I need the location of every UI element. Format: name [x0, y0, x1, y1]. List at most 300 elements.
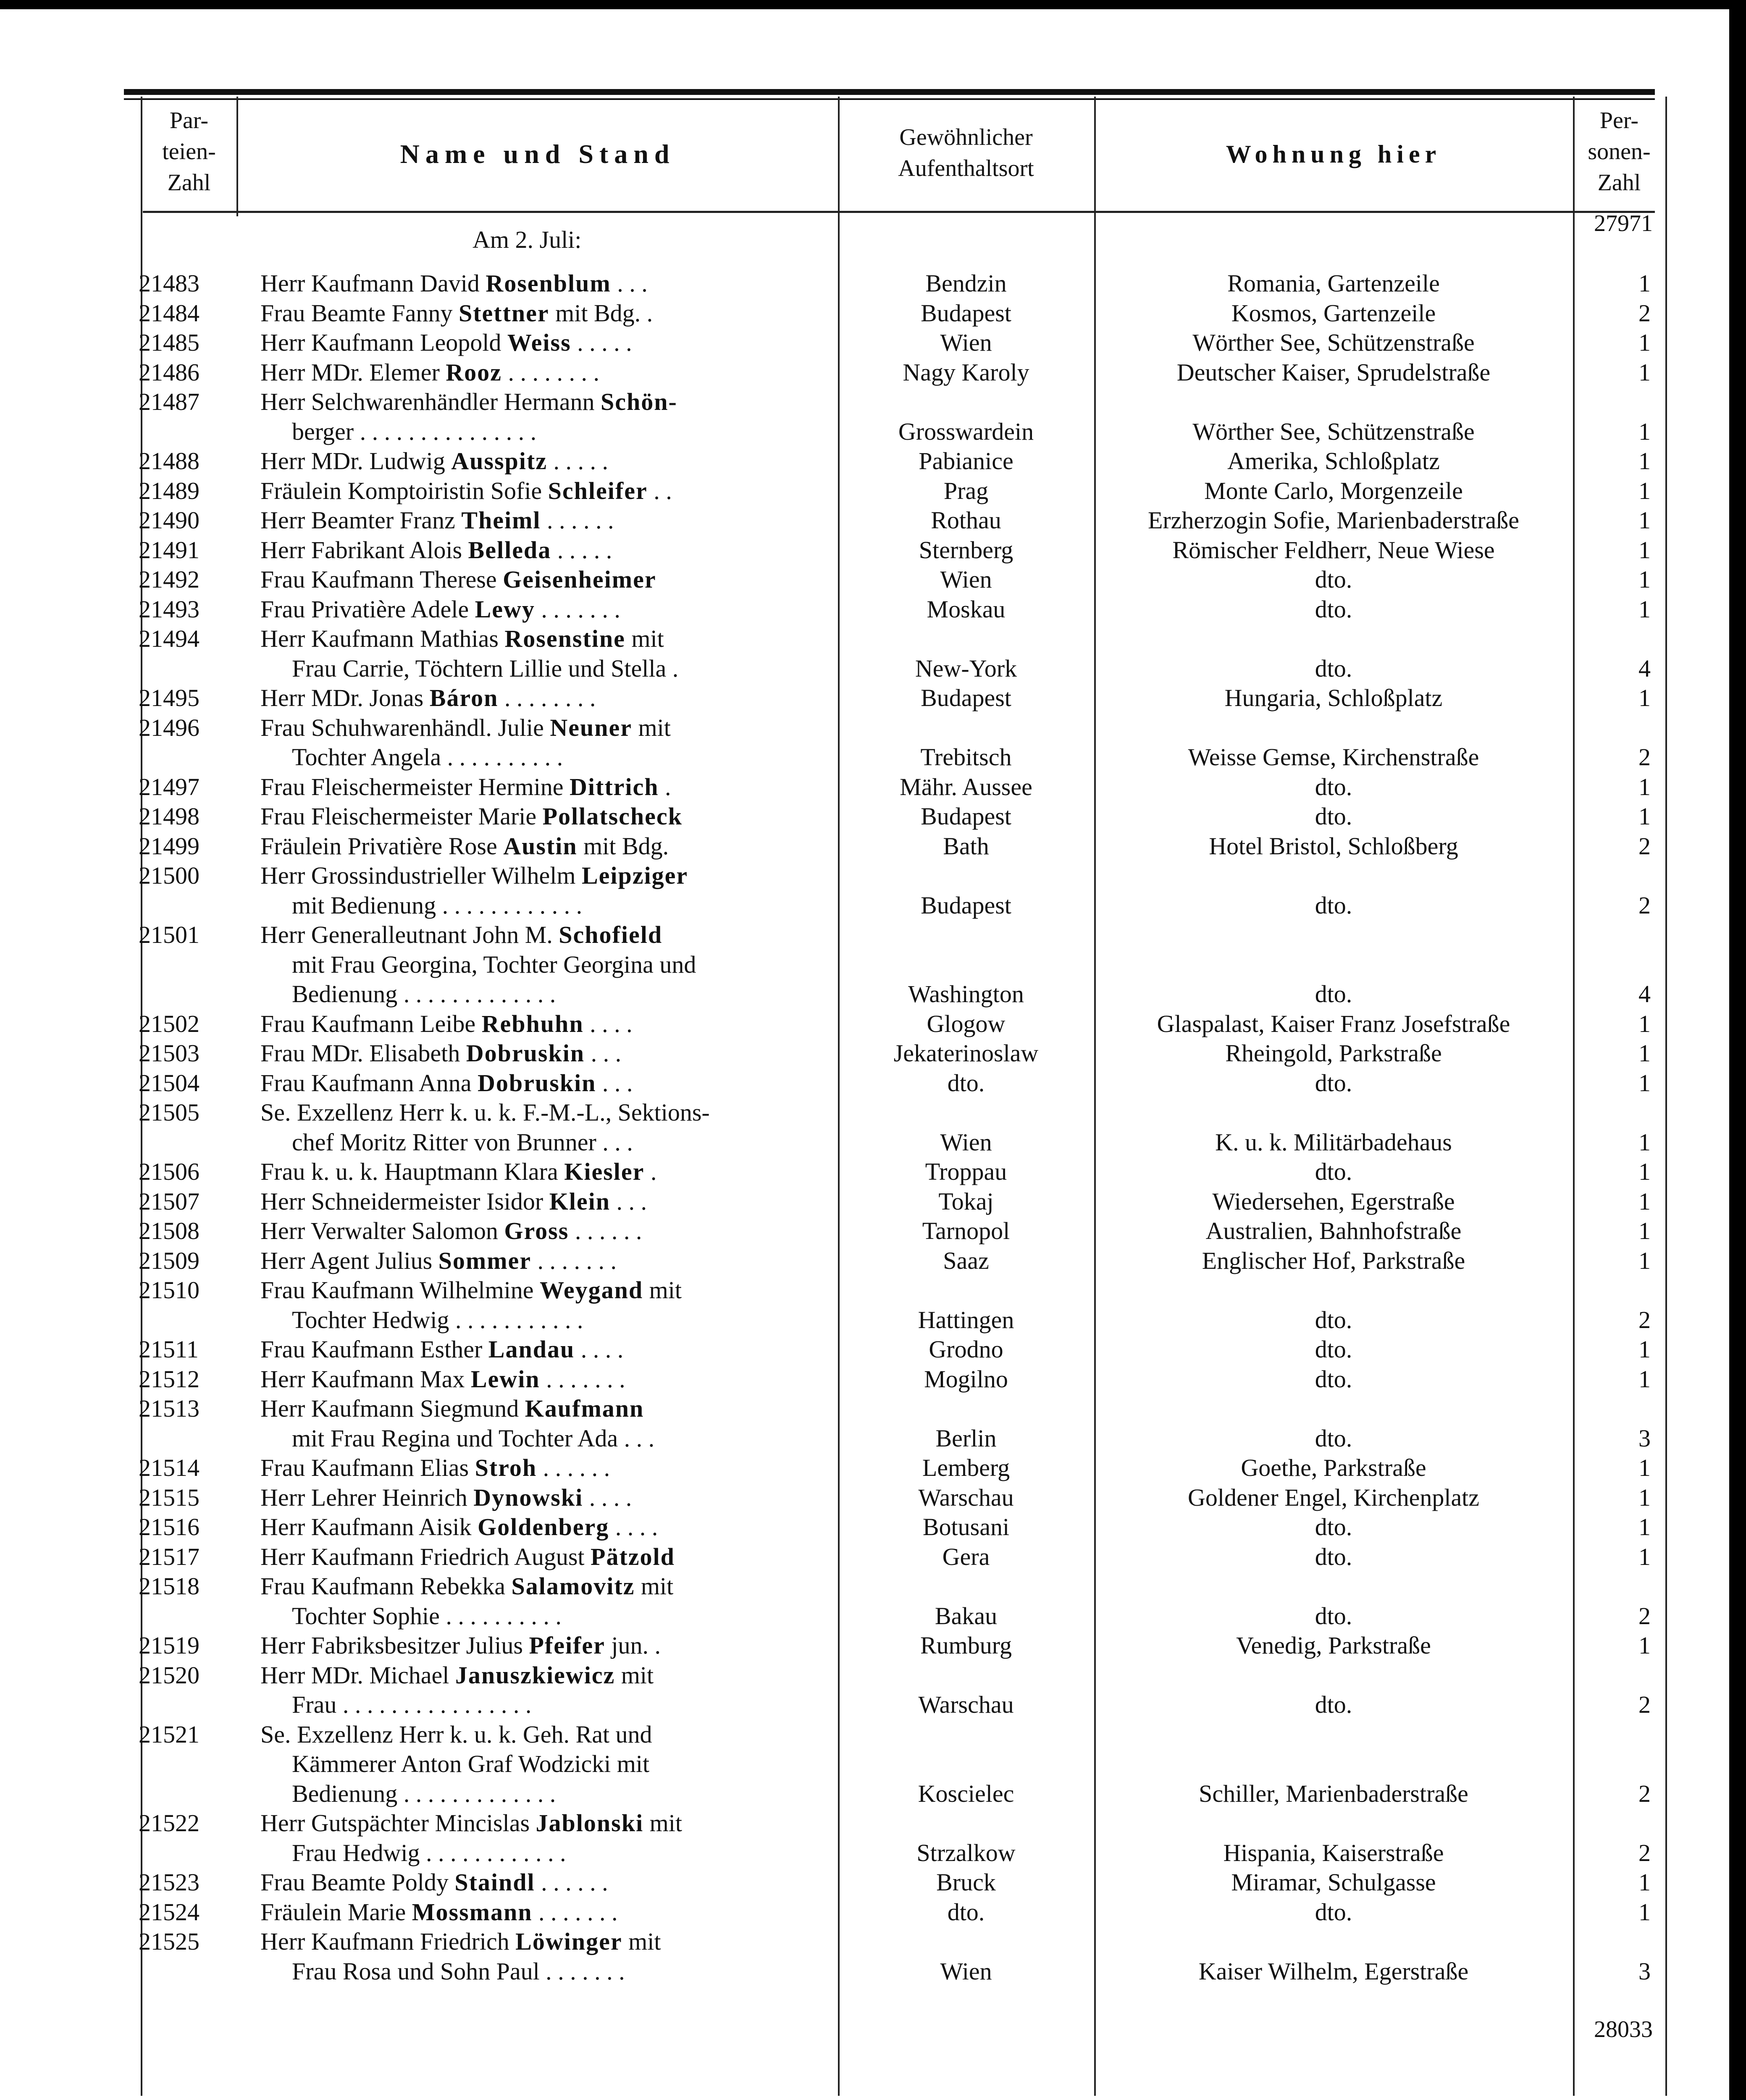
usual-residence: Koscielec — [918, 1780, 1014, 1807]
guest-name-line-1 — [260, 1068, 827, 1098]
table-row — [0, 446, 1746, 476]
guest-family-name: Dobruskin — [478, 1069, 596, 1097]
local-address: Wiedersehen, Egerstraße — [1212, 1187, 1455, 1215]
guest-title: Herr Agent Julius — [260, 1247, 438, 1274]
guest-name-line-2: Frau Rosa und Sohn Paul . . . . . . . — [292, 1957, 625, 1985]
scan-border-top — [0, 0, 1746, 9]
header-number — [143, 105, 235, 198]
guest-name-suffix: . . . . . . . . — [501, 358, 599, 386]
guest-family-name: Theiml — [461, 507, 541, 534]
guest-name-line-2: berger . . . . . . . . . . . . . . . — [292, 417, 537, 445]
local-address: Venedig, Parkstraße — [1236, 1632, 1431, 1659]
party-number: 21490 — [139, 507, 200, 534]
usual-residence: Bruck — [936, 1869, 996, 1896]
guest-title: Herr Selchwarenhändler Hermann — [260, 388, 601, 415]
guest-name-line-2: Frau Hedwig . . . . . . . . . . . . — [292, 1839, 566, 1866]
party-number: 21503 — [139, 1040, 200, 1067]
table-row — [0, 1927, 1746, 1986]
local-address: Wörther See, Schützenstraße — [1192, 417, 1475, 445]
guest-title: Herr Kaufmann Friedrich August — [260, 1543, 591, 1570]
usual-residence: Berlin — [935, 1424, 997, 1452]
table-row — [0, 387, 1746, 446]
party-number: 21519 — [139, 1632, 200, 1659]
persons-count: 2 — [1638, 299, 1651, 327]
local-address: dto. — [1315, 1602, 1352, 1630]
persons-count: 4 — [1638, 980, 1651, 1008]
guest-family-name: Klein — [549, 1187, 611, 1215]
usual-residence: Budapest — [921, 684, 1011, 711]
persons-count: 1 — [1638, 1632, 1651, 1659]
usual-residence: Grosswardein — [898, 417, 1034, 445]
guest-name-line-1 — [260, 1927, 827, 1956]
guest-title: Herr Generalleutnant John M. — [260, 921, 559, 948]
party-number: 21523 — [139, 1869, 200, 1896]
guest-name-line-1 — [260, 1720, 827, 1749]
guest-name-suffix: . . . . . — [551, 536, 612, 564]
local-address: Weisse Gemse, Kirchenstraße — [1188, 743, 1479, 771]
local-address: dto. — [1315, 1365, 1352, 1393]
guest-title: Frau MDr. Elisabeth — [260, 1040, 466, 1067]
persons-count: 1 — [1638, 477, 1651, 504]
guest-name-line-1 — [260, 565, 827, 594]
guest-title: Frau k. u. k. Hauptmann Klara — [260, 1158, 564, 1185]
guest-name-line-1 — [260, 1661, 827, 1690]
guest-title: Herr MDr. Elemer — [260, 358, 446, 386]
persons-count: 1 — [1638, 1869, 1651, 1896]
usual-residence: Sternberg — [919, 536, 1013, 564]
guest-name-line-1 — [260, 1809, 827, 1838]
usual-residence: dto. — [947, 1069, 985, 1097]
persons-count: 1 — [1638, 1483, 1651, 1511]
guest-title: Herr Kaufmann Aisik — [260, 1513, 478, 1541]
local-address: dto. — [1315, 1336, 1352, 1363]
guest-title: Herr Kaufmann Mathias — [260, 625, 505, 652]
party-number: 21501 — [139, 921, 200, 948]
table-row — [0, 1483, 1746, 1513]
usual-residence: Jekaterinoslaw — [893, 1040, 1039, 1067]
party-number: 21513 — [139, 1395, 200, 1422]
guest-name-line-1 — [260, 1009, 827, 1039]
guest-name-line-2: chef Moritz Ritter von Brunner . . . — [292, 1128, 633, 1156]
persons-count: 1 — [1638, 270, 1651, 297]
guest-family-name: Lewin — [470, 1365, 540, 1393]
persons-count: 1 — [1638, 1069, 1651, 1097]
party-number: 21522 — [139, 1809, 200, 1837]
usual-residence: New-York — [915, 654, 1017, 682]
guest-family-name: Stettner — [458, 299, 549, 327]
guest-name-line-1 — [260, 1365, 827, 1394]
party-number: 21517 — [139, 1543, 200, 1570]
guest-name-line-1 — [260, 1216, 827, 1246]
table-row — [0, 1512, 1746, 1542]
top-rule-thick — [124, 89, 1655, 95]
guest-title: Herr MDr. Ludwig — [260, 447, 452, 475]
table-row — [0, 772, 1746, 802]
table-row — [0, 1453, 1746, 1483]
table-row — [0, 358, 1746, 388]
guest-name-line-1 — [260, 358, 827, 387]
local-address: Goldener Engel, Kirchenplatz — [1187, 1483, 1480, 1511]
guest-name-suffix: . . . . . . — [541, 507, 614, 534]
usual-residence: Botusani — [922, 1513, 1010, 1541]
guest-name-suffix: . . . . — [583, 1010, 633, 1037]
persons-count: 2 — [1638, 1306, 1651, 1334]
guest-family-name: Sommer — [438, 1247, 532, 1274]
header-persons — [1575, 105, 1663, 198]
local-address: K. u. k. Militärbadehaus — [1215, 1128, 1452, 1156]
guest-title: Herr MDr. Jonas — [260, 684, 430, 711]
local-address: Kosmos, Gartenzeile — [1231, 299, 1436, 327]
usual-residence: Tokaj — [938, 1187, 994, 1215]
party-number: 21498 — [139, 803, 200, 830]
guest-name-suffix: . . . . . . . — [531, 1247, 617, 1274]
table-row — [0, 1394, 1746, 1453]
usual-residence: Budapest — [921, 803, 1011, 830]
guest-title: Herr Fabrikant Alois — [260, 536, 468, 564]
persons-count: 2 — [1638, 1602, 1651, 1630]
guest-family-name: Geisenheimer — [503, 566, 656, 593]
party-number: 21510 — [139, 1276, 200, 1304]
usual-residence: Prag — [943, 477, 989, 504]
guest-name-suffix: jun. . — [605, 1632, 661, 1659]
guest-name-suffix: . — [659, 773, 671, 801]
header-number-line-2: teien- — [162, 139, 216, 165]
guest-name-line-1 — [260, 683, 827, 713]
usual-residence: dto. — [947, 1898, 985, 1926]
persons-count: 1 — [1638, 1158, 1651, 1185]
guest-name-suffix: mit — [643, 1276, 682, 1304]
table-row — [0, 1898, 1746, 1927]
guest-title: Herr Kaufmann Siegmund — [260, 1395, 525, 1422]
local-address: dto. — [1315, 595, 1352, 623]
usual-residence: Wien — [940, 329, 992, 356]
header-number-line-1: Par- — [169, 108, 209, 134]
local-address: Amerika, Schloßplatz — [1227, 447, 1440, 475]
guest-name-suffix: . . . — [611, 270, 648, 297]
guest-title: Se. Exzellenz Herr k. u. k. F.-M.-L., Sektions- — [260, 1099, 710, 1126]
local-address: Wörther See, Schützenstraße — [1192, 329, 1475, 356]
party-number: 21516 — [139, 1513, 200, 1541]
party-number: 21497 — [139, 773, 200, 801]
table-row — [0, 1098, 1746, 1157]
guest-name-suffix: mit — [615, 1661, 654, 1689]
guest-title: Herr Kaufmann Friedrich — [260, 1928, 516, 1955]
guest-title: Fräulein Marie — [260, 1898, 412, 1926]
party-number: 21486 — [139, 358, 200, 386]
guest-family-name: Austin — [503, 832, 578, 860]
guest-family-name: Januszkiewicz — [455, 1661, 615, 1689]
party-number: 21485 — [139, 329, 200, 356]
guest-name-line-1 — [260, 1512, 827, 1542]
guest-name-suffix: . . . . . — [547, 447, 608, 475]
guest-name-suffix: . . . — [610, 1187, 647, 1215]
usual-residence: Trebitsch — [920, 743, 1012, 771]
guest-name-line-2: Tochter Sophie . . . . . . . . . . — [292, 1602, 562, 1630]
guest-name-suffix: . . . . . . — [569, 1217, 642, 1244]
persons-count: 1 — [1638, 1513, 1651, 1541]
party-number: 21499 — [139, 832, 200, 860]
guest-family-name: Báron — [429, 684, 499, 711]
party-number: 21502 — [139, 1010, 200, 1037]
local-address: Römischer Feldherr, Neue Wiese — [1172, 536, 1495, 564]
table-row — [0, 1572, 1746, 1631]
guest-family-name: Landau — [488, 1336, 575, 1363]
header-residence: Wohnung hier — [1226, 140, 1441, 168]
usual-residence: Pabianice — [919, 447, 1013, 475]
guest-title: Frau Kaufmann Therese — [260, 566, 503, 593]
guest-title: Frau Fleischermeister Marie — [260, 803, 543, 830]
table-row — [0, 861, 1746, 920]
persons-count: 1 — [1638, 329, 1651, 356]
persons-count: 1 — [1638, 803, 1651, 830]
guest-title: Fräulein Komptoiristin Sofie — [260, 477, 548, 504]
guest-family-name: Schleifer — [548, 477, 648, 504]
guest-title: Frau Kaufmann Leibe — [260, 1010, 482, 1037]
table-row — [0, 299, 1746, 328]
table-row — [0, 1009, 1746, 1039]
guest-title: Herr Kaufmann Max — [260, 1365, 471, 1393]
guest-name-line-1 — [260, 1483, 827, 1512]
persons-count: 2 — [1638, 832, 1651, 860]
persons-count: 1 — [1638, 1898, 1651, 1926]
guest-name-line-1 — [260, 1335, 827, 1364]
party-number: 21500 — [139, 862, 200, 889]
persons-count: 1 — [1638, 773, 1651, 801]
local-address: Goethe, Parkstraße — [1241, 1454, 1426, 1481]
party-number: 21492 — [139, 566, 200, 593]
usual-residence: Hattingen — [918, 1306, 1014, 1334]
guest-name-line-1 — [260, 506, 827, 535]
guest-title: Frau Kaufmann Wilhelmine — [260, 1276, 540, 1304]
party-number: 21493 — [139, 595, 200, 623]
local-address: Rheingold, Parkstraße — [1225, 1040, 1442, 1067]
table-row — [0, 328, 1746, 358]
persons-count: 4 — [1638, 654, 1651, 682]
guest-name-suffix: . . . . . . . — [540, 1365, 625, 1393]
guest-name-line-1 — [260, 1898, 827, 1927]
guest-name-line-1 — [260, 802, 827, 831]
final-total: 28033 — [1594, 2016, 1653, 2042]
guest-name-line-1 — [260, 476, 827, 506]
party-number: 21521 — [139, 1720, 200, 1748]
guest-title: Herr Kaufmann David — [260, 270, 486, 297]
column-divider-number — [236, 97, 238, 216]
guest-family-name: Goldenberg — [478, 1513, 609, 1541]
persons-count: 1 — [1638, 358, 1651, 386]
local-address: dto. — [1315, 980, 1352, 1008]
local-address: dto. — [1315, 1158, 1352, 1185]
table-row — [0, 1631, 1746, 1661]
guest-name-line-2: mit Frau Regina und Tochter Ada . . . — [292, 1424, 655, 1452]
persons-count: 1 — [1638, 1010, 1651, 1037]
guest-family-name: Belleda — [468, 536, 551, 564]
party-number: 21496 — [139, 714, 200, 741]
guest-title: Herr Kaufmann Leopold — [260, 329, 507, 356]
guest-name-line-1 — [260, 1453, 827, 1483]
usual-residence: Wien — [940, 1957, 992, 1985]
usual-residence: Washington — [908, 980, 1024, 1008]
usual-residence: Lemberg — [922, 1454, 1010, 1481]
guest-family-name: Schofield — [559, 921, 663, 948]
guest-title: Frau Kaufmann Esther — [260, 1336, 488, 1363]
guest-family-name: Pätzold — [591, 1543, 675, 1570]
local-address: Hungaria, Schloßplatz — [1224, 684, 1443, 711]
persons-count: 1 — [1638, 595, 1651, 623]
party-number: 21520 — [139, 1661, 200, 1689]
guest-family-name: Kiesler — [564, 1158, 645, 1185]
carried-total: 27971 — [1594, 210, 1653, 236]
usual-residence: Grodno — [929, 1336, 1003, 1363]
local-address: Kaiser Wilhelm, Egerstraße — [1198, 1957, 1469, 1985]
table-row — [0, 713, 1746, 772]
guest-family-name: Gross — [504, 1217, 569, 1244]
usual-residence: Wien — [940, 566, 992, 593]
guest-name-suffix: . . . . . . . — [535, 595, 620, 623]
party-number: 21483 — [139, 270, 200, 297]
local-address: dto. — [1315, 1306, 1352, 1334]
guest-name-suffix: . . . . . . — [535, 1869, 608, 1896]
party-number: 21508 — [139, 1217, 200, 1244]
local-address: Glaspalast, Kaiser Franz Josefstraße — [1157, 1010, 1510, 1037]
guest-title: Frau Privatière Adele — [260, 595, 475, 623]
guest-name-line-1 — [260, 713, 827, 743]
local-address: dto. — [1315, 803, 1352, 830]
party-number: 21524 — [139, 1898, 200, 1926]
guest-title: Fräulein Privatière Rose — [260, 832, 504, 860]
local-address: Schiller, Marienbaderstraße — [1199, 1780, 1468, 1807]
header-origin — [840, 122, 1092, 184]
local-address: dto. — [1315, 654, 1352, 682]
guest-family-name: Staindl — [454, 1869, 535, 1896]
guest-family-name: Stroh — [475, 1454, 537, 1481]
guest-name-line-2: mit Bedienung . . . . . . . . . . . . — [292, 891, 583, 919]
usual-residence: Budapest — [921, 891, 1011, 919]
guest-family-name: Pfeifer — [529, 1632, 605, 1659]
guest-name-suffix: mit — [635, 1572, 674, 1600]
guest-family-name: Weygand — [540, 1276, 643, 1304]
table-row — [0, 1809, 1746, 1868]
guest-family-name: Kaufmann — [525, 1395, 644, 1422]
local-address: dto. — [1315, 1069, 1352, 1097]
guest-name-line-1 — [260, 1246, 827, 1276]
table-row — [0, 1720, 1746, 1809]
persons-count: 1 — [1638, 1365, 1651, 1393]
guest-name-line-2: Kämmerer Anton Graf Wodzicki mit — [292, 1750, 650, 1777]
guest-family-name: Ausspitz — [451, 447, 547, 475]
guest-name-line-1 — [260, 832, 827, 861]
local-address: Australien, Bahnhofstraße — [1205, 1217, 1462, 1244]
guest-name-line-3: Bedienung . . . . . . . . . . . . . — [292, 1780, 556, 1807]
guest-name-line-1 — [260, 446, 827, 476]
guest-name-suffix: . . . . . . . . — [498, 684, 596, 711]
guest-family-name: Pollatscheck — [542, 803, 683, 830]
party-number: 21506 — [139, 1158, 200, 1185]
party-number: 21514 — [139, 1454, 200, 1481]
guest-name-suffix: mit — [643, 1809, 682, 1837]
table-row — [0, 1276, 1746, 1335]
guest-name-line-1 — [260, 328, 827, 357]
guest-name-line-2: mit Frau Georgina, Tochter Georgina und — [292, 950, 696, 978]
guest-family-name: Lewy — [475, 595, 535, 623]
usual-residence: Bath — [943, 832, 989, 860]
guest-title: Frau Beamte Poldy — [260, 1869, 455, 1896]
guest-name-line-1 — [260, 595, 827, 624]
usual-residence: Tarnopol — [922, 1217, 1010, 1244]
party-number: 21509 — [139, 1247, 200, 1274]
persons-count: 3 — [1638, 1957, 1651, 1985]
local-address: dto. — [1315, 1424, 1352, 1452]
table-row — [0, 476, 1746, 506]
top-rule-thin — [124, 98, 1655, 100]
party-number: 21491 — [139, 536, 200, 564]
table-row — [0, 1365, 1746, 1394]
guest-name-line-1 — [260, 1394, 827, 1423]
usual-residence: Saaz — [943, 1247, 989, 1274]
local-address: dto. — [1315, 566, 1352, 593]
guest-name-line-1 — [260, 1039, 827, 1068]
header-origin-line-2: Aufenthaltsort — [898, 155, 1034, 181]
persons-count: 2 — [1638, 1780, 1651, 1807]
guest-family-name: Rosenblum — [486, 270, 611, 297]
usual-residence: Budapest — [921, 299, 1011, 327]
guest-name-suffix: . . . . . — [571, 329, 632, 356]
header-rule — [143, 211, 1655, 213]
usual-residence: Glogow — [927, 1010, 1006, 1037]
party-number: 21525 — [139, 1928, 200, 1955]
guest-family-name: Mossmann — [412, 1898, 533, 1926]
guest-name-line-1 — [260, 1572, 827, 1601]
persons-count: 1 — [1638, 1217, 1651, 1244]
guest-name-line-3: Bedienung . . . . . . . . . . . . . — [292, 980, 556, 1008]
guest-name-suffix: . . . . — [583, 1483, 632, 1511]
guest-family-name: Weiss — [507, 329, 571, 356]
usual-residence: Mähr. Aussee — [900, 773, 1032, 801]
guest-name-line-2: Tochter Angela . . . . . . . . . . — [292, 743, 563, 771]
guest-name-suffix: mit — [622, 1928, 661, 1955]
guest-name-suffix: . . . . — [609, 1513, 658, 1541]
party-number: 21489 — [139, 477, 200, 504]
guest-name-line-1 — [260, 536, 827, 565]
persons-count: 1 — [1638, 536, 1651, 564]
guest-family-name: Rosenstine — [504, 625, 625, 652]
guest-name-suffix: . . — [647, 477, 672, 504]
guest-title: Frau Schuhwarenhändl. Julie — [260, 714, 550, 741]
usual-residence: Troppau — [925, 1158, 1007, 1185]
local-address: dto. — [1315, 1543, 1352, 1570]
guest-name-line-1 — [260, 1098, 827, 1127]
guest-name-suffix: . . . . — [575, 1336, 624, 1363]
persons-count: 1 — [1638, 566, 1651, 593]
guest-name-suffix: . . . — [596, 1069, 633, 1097]
usual-residence: Warschau — [918, 1483, 1014, 1511]
date-label: Am 2. Juli: — [473, 226, 582, 253]
table-row — [0, 1661, 1746, 1720]
party-number: 21512 — [139, 1365, 200, 1393]
guest-title: Herr Lehrer Heinrich — [260, 1483, 474, 1511]
table-row — [0, 1187, 1746, 1217]
guest-family-name: Rooz — [446, 358, 502, 386]
table-row — [0, 1868, 1746, 1898]
table-row — [0, 1335, 1746, 1365]
usual-residence: Warschau — [918, 1691, 1014, 1718]
header-persons-line-1: Per- — [1599, 108, 1639, 134]
header-name: Name und Stand — [400, 139, 675, 169]
table-row — [0, 269, 1746, 299]
usual-residence: Strzalkow — [916, 1839, 1016, 1866]
party-number: 21507 — [139, 1187, 200, 1215]
header-origin-line-1: Gewöhnlicher — [899, 124, 1033, 150]
persons-count: 2 — [1638, 1839, 1651, 1866]
